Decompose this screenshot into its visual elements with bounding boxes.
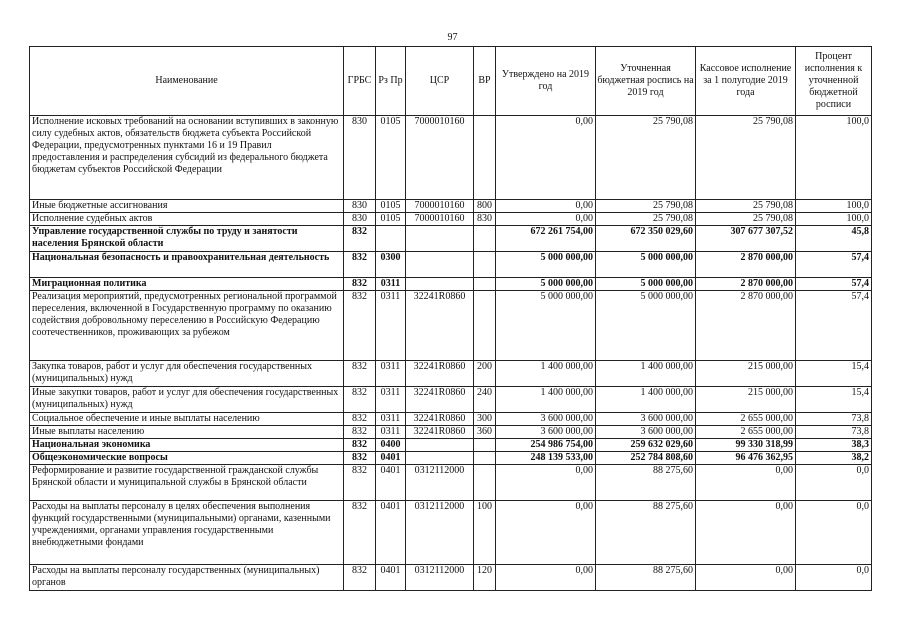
- row-refined: 252 784 808,60: [596, 452, 696, 465]
- row-cash: 2 870 000,00: [696, 252, 796, 278]
- row-cash: 0,00: [696, 501, 796, 565]
- row-csr: [406, 226, 474, 252]
- row-rzpr: 0311: [376, 413, 406, 426]
- row-approved: 0,00: [496, 200, 596, 213]
- row-grbs: 832: [344, 252, 376, 278]
- row-refined: 1 400 000,00: [596, 361, 696, 387]
- row-name: Иные бюджетные ассигнования: [30, 200, 344, 213]
- page-number: 97: [447, 32, 458, 43]
- row-grbs: 832: [344, 413, 376, 426]
- table-row: [30, 226, 872, 252]
- row-csr: 0312112000: [406, 565, 474, 591]
- row-name: Реализация мероприятий, предусмотренных региональной программой переселения, включенной в Государственную программу по оказанию содействия добровольному переселению в Российскую Федерацию соотечественников, проживающих за рубежом: [30, 291, 344, 361]
- row-vr: [474, 278, 496, 291]
- table-row: [30, 501, 872, 565]
- row-name: Исполнение исковых требований на основании вступивших в законную силу судебных актов, обязательств бюджета субъекта Российской Федерации, предусмотренных пунктами 16 и 19 Правил предоставления и распределения субсидий из федерального бюджета бюджетам субъектов Российской Федерации: [30, 116, 344, 200]
- row-refined: 672 350 029,60: [596, 226, 696, 252]
- row-refined: 88 275,60: [596, 565, 696, 591]
- row-approved: 0,00: [496, 213, 596, 226]
- row-refined: 1 400 000,00: [596, 387, 696, 413]
- row-percent: 100,0: [796, 116, 872, 200]
- row-cash: 99 330 318,99: [696, 439, 796, 452]
- row-percent: 73,8: [796, 413, 872, 426]
- row-cash: 25 790,08: [696, 213, 796, 226]
- row-percent: 57,4: [796, 278, 872, 291]
- row-csr: 32241R0860: [406, 426, 474, 439]
- row-csr: [406, 452, 474, 465]
- row-refined: 3 600 000,00: [596, 426, 696, 439]
- row-cash: 215 000,00: [696, 387, 796, 413]
- row-percent: 38,3: [796, 439, 872, 452]
- row-percent: 73,8: [796, 426, 872, 439]
- row-grbs: 832: [344, 501, 376, 565]
- row-name: Реформирование и развитие государственной гражданской службы Брянской области и муниципальной службы в Брянской области: [30, 465, 344, 501]
- row-rzpr: 0105: [376, 200, 406, 213]
- row-csr: [406, 439, 474, 452]
- table-row: [30, 200, 872, 213]
- row-percent: 0,0: [796, 501, 872, 565]
- table-row: [30, 439, 872, 452]
- row-approved: 248 139 533,00: [496, 452, 596, 465]
- row-grbs: 832: [344, 226, 376, 252]
- row-vr: 100: [474, 501, 496, 565]
- row-cash: 2 870 000,00: [696, 291, 796, 361]
- row-cash: 2 655 000,00: [696, 413, 796, 426]
- row-approved: 5 000 000,00: [496, 291, 596, 361]
- row-grbs: 832: [344, 291, 376, 361]
- row-csr: 32241R0860: [406, 413, 474, 426]
- row-approved: 0,00: [496, 465, 596, 501]
- row-rzpr: 0105: [376, 213, 406, 226]
- row-approved: 672 261 754,00: [496, 226, 596, 252]
- table-row: [30, 252, 872, 278]
- row-refined: 3 600 000,00: [596, 413, 696, 426]
- row-grbs: 832: [344, 278, 376, 291]
- row-name: Расходы на выплаты персоналу в целях обеспечения выполнения функций государственными (муниципальными) органами, казенными учреждениями, органами управления государственными внебюджетными фондами: [30, 501, 344, 565]
- row-refined: 25 790,08: [596, 116, 696, 200]
- table-row: [30, 465, 872, 501]
- row-name: Исполнение судебных актов: [30, 213, 344, 226]
- row-cash: 0,00: [696, 565, 796, 591]
- row-rzpr: 0311: [376, 291, 406, 361]
- row-refined: 5 000 000,00: [596, 291, 696, 361]
- row-vr: 120: [474, 565, 496, 591]
- row-grbs: 832: [344, 426, 376, 439]
- header-vr: ВР: [474, 47, 496, 116]
- row-rzpr: 0300: [376, 252, 406, 278]
- row-rzpr: 0401: [376, 501, 406, 565]
- row-cash: 25 790,08: [696, 200, 796, 213]
- row-approved: 0,00: [496, 501, 596, 565]
- row-percent: 15,4: [796, 387, 872, 413]
- row-grbs: 832: [344, 465, 376, 501]
- row-vr: [474, 465, 496, 501]
- row-rzpr: 0400: [376, 439, 406, 452]
- row-refined: 25 790,08: [596, 200, 696, 213]
- row-refined: 259 632 029,60: [596, 439, 696, 452]
- row-vr: [474, 226, 496, 252]
- row-vr: [474, 116, 496, 200]
- row-csr: 7000010160: [406, 116, 474, 200]
- row-cash: 25 790,08: [696, 116, 796, 200]
- row-csr: [406, 278, 474, 291]
- row-rzpr: 0311: [376, 361, 406, 387]
- row-grbs: 832: [344, 565, 376, 591]
- header-approved: Утверждено на 2019 год: [496, 47, 596, 116]
- header-name: Наименование: [30, 47, 344, 116]
- row-refined: 88 275,60: [596, 501, 696, 565]
- row-cash: 2 870 000,00: [696, 278, 796, 291]
- row-csr: 32241R0860: [406, 387, 474, 413]
- row-name: Иные закупки товаров, работ и услуг для обеспечения государственных (муниципальных) нужд: [30, 387, 344, 413]
- table-row: [30, 565, 872, 591]
- row-cash: 215 000,00: [696, 361, 796, 387]
- row-percent: 100,0: [796, 213, 872, 226]
- row-csr: 7000010160: [406, 213, 474, 226]
- row-cash: 2 655 000,00: [696, 426, 796, 439]
- budget-table: [29, 46, 872, 591]
- row-approved: 3 600 000,00: [496, 413, 596, 426]
- row-rzpr: 0401: [376, 452, 406, 465]
- row-name: Социальное обеспечение и иные выплаты населению: [30, 413, 344, 426]
- row-percent: 100,0: [796, 200, 872, 213]
- table-row: [30, 452, 872, 465]
- row-vr: 300: [474, 413, 496, 426]
- row-grbs: 830: [344, 116, 376, 200]
- row-grbs: 832: [344, 387, 376, 413]
- row-vr: 240: [474, 387, 496, 413]
- row-vr: [474, 452, 496, 465]
- row-csr: [406, 252, 474, 278]
- row-rzpr: 0401: [376, 465, 406, 501]
- row-name: Общеэкономические вопросы: [30, 452, 344, 465]
- table-body: [30, 116, 872, 591]
- row-refined: 5 000 000,00: [596, 278, 696, 291]
- row-rzpr: 0311: [376, 426, 406, 439]
- row-approved: 0,00: [496, 116, 596, 200]
- row-percent: 38,2: [796, 452, 872, 465]
- row-csr: 0312112000: [406, 465, 474, 501]
- row-grbs: 832: [344, 361, 376, 387]
- row-percent: 0,0: [796, 465, 872, 501]
- table-row: [30, 213, 872, 226]
- table-row: [30, 278, 872, 291]
- table-row: [30, 116, 872, 200]
- row-name: Иные выплаты населению: [30, 426, 344, 439]
- row-name: Национальная экономика: [30, 439, 344, 452]
- row-name: Миграционная политика: [30, 278, 344, 291]
- row-grbs: 832: [344, 452, 376, 465]
- row-approved: 0,00: [496, 565, 596, 591]
- row-name: Расходы на выплаты персоналу государственных (муниципальных) органов: [30, 565, 344, 591]
- row-csr: 0312112000: [406, 501, 474, 565]
- row-csr: 7000010160: [406, 200, 474, 213]
- row-csr: 32241R0860: [406, 361, 474, 387]
- row-name: Закупка товаров, работ и услуг для обеспечения государственных (муниципальных) нужд: [30, 361, 344, 387]
- row-name: Управление государственной службы по труду и занятости населения Брянской области: [30, 226, 344, 252]
- row-approved: 5 000 000,00: [496, 252, 596, 278]
- row-rzpr: 0311: [376, 387, 406, 413]
- row-percent: 0,0: [796, 565, 872, 591]
- row-cash: 96 476 362,95: [696, 452, 796, 465]
- table-row: [30, 413, 872, 426]
- row-percent: 15,4: [796, 361, 872, 387]
- row-rzpr: 0311: [376, 278, 406, 291]
- row-approved: 1 400 000,00: [496, 387, 596, 413]
- row-vr: 360: [474, 426, 496, 439]
- row-vr: [474, 252, 496, 278]
- row-refined: 5 000 000,00: [596, 252, 696, 278]
- row-approved: 1 400 000,00: [496, 361, 596, 387]
- table-row: [30, 426, 872, 439]
- row-grbs: 830: [344, 200, 376, 213]
- header-cash: Кассовое исполнение за 1 полугодие 2019 года: [696, 47, 796, 116]
- row-approved: 254 986 754,00: [496, 439, 596, 452]
- row-vr: 830: [474, 213, 496, 226]
- row-grbs: 832: [344, 439, 376, 452]
- row-name: Национальная безопасность и правоохранительная деятельность: [30, 252, 344, 278]
- row-percent: 45,8: [796, 226, 872, 252]
- row-cash: 0,00: [696, 465, 796, 501]
- row-approved: 5 000 000,00: [496, 278, 596, 291]
- row-rzpr: 0105: [376, 116, 406, 200]
- row-percent: 57,4: [796, 252, 872, 278]
- row-vr: 800: [474, 200, 496, 213]
- table-row: [30, 361, 872, 387]
- header-grbs: ГРБС: [344, 47, 376, 116]
- table-header-row: [30, 47, 872, 116]
- header-percent: Процент исполнения к уточненной бюджетной росписи: [796, 47, 872, 116]
- header-rzpr: Рз Пр: [376, 47, 406, 116]
- row-vr: [474, 439, 496, 452]
- row-refined: 25 790,08: [596, 213, 696, 226]
- row-refined: 88 275,60: [596, 465, 696, 501]
- row-grbs: 830: [344, 213, 376, 226]
- row-cash: 307 677 307,52: [696, 226, 796, 252]
- row-percent: 57,4: [796, 291, 872, 361]
- row-rzpr: 0401: [376, 565, 406, 591]
- header-csr: ЦСР: [406, 47, 474, 116]
- header-refined: Уточненная бюджетная роспись на 2019 год: [596, 47, 696, 116]
- row-rzpr: [376, 226, 406, 252]
- row-csr: 32241R0860: [406, 291, 474, 361]
- row-vr: 200: [474, 361, 496, 387]
- table-row: [30, 291, 872, 361]
- row-vr: [474, 291, 496, 361]
- table-row: [30, 387, 872, 413]
- row-approved: 3 600 000,00: [496, 426, 596, 439]
